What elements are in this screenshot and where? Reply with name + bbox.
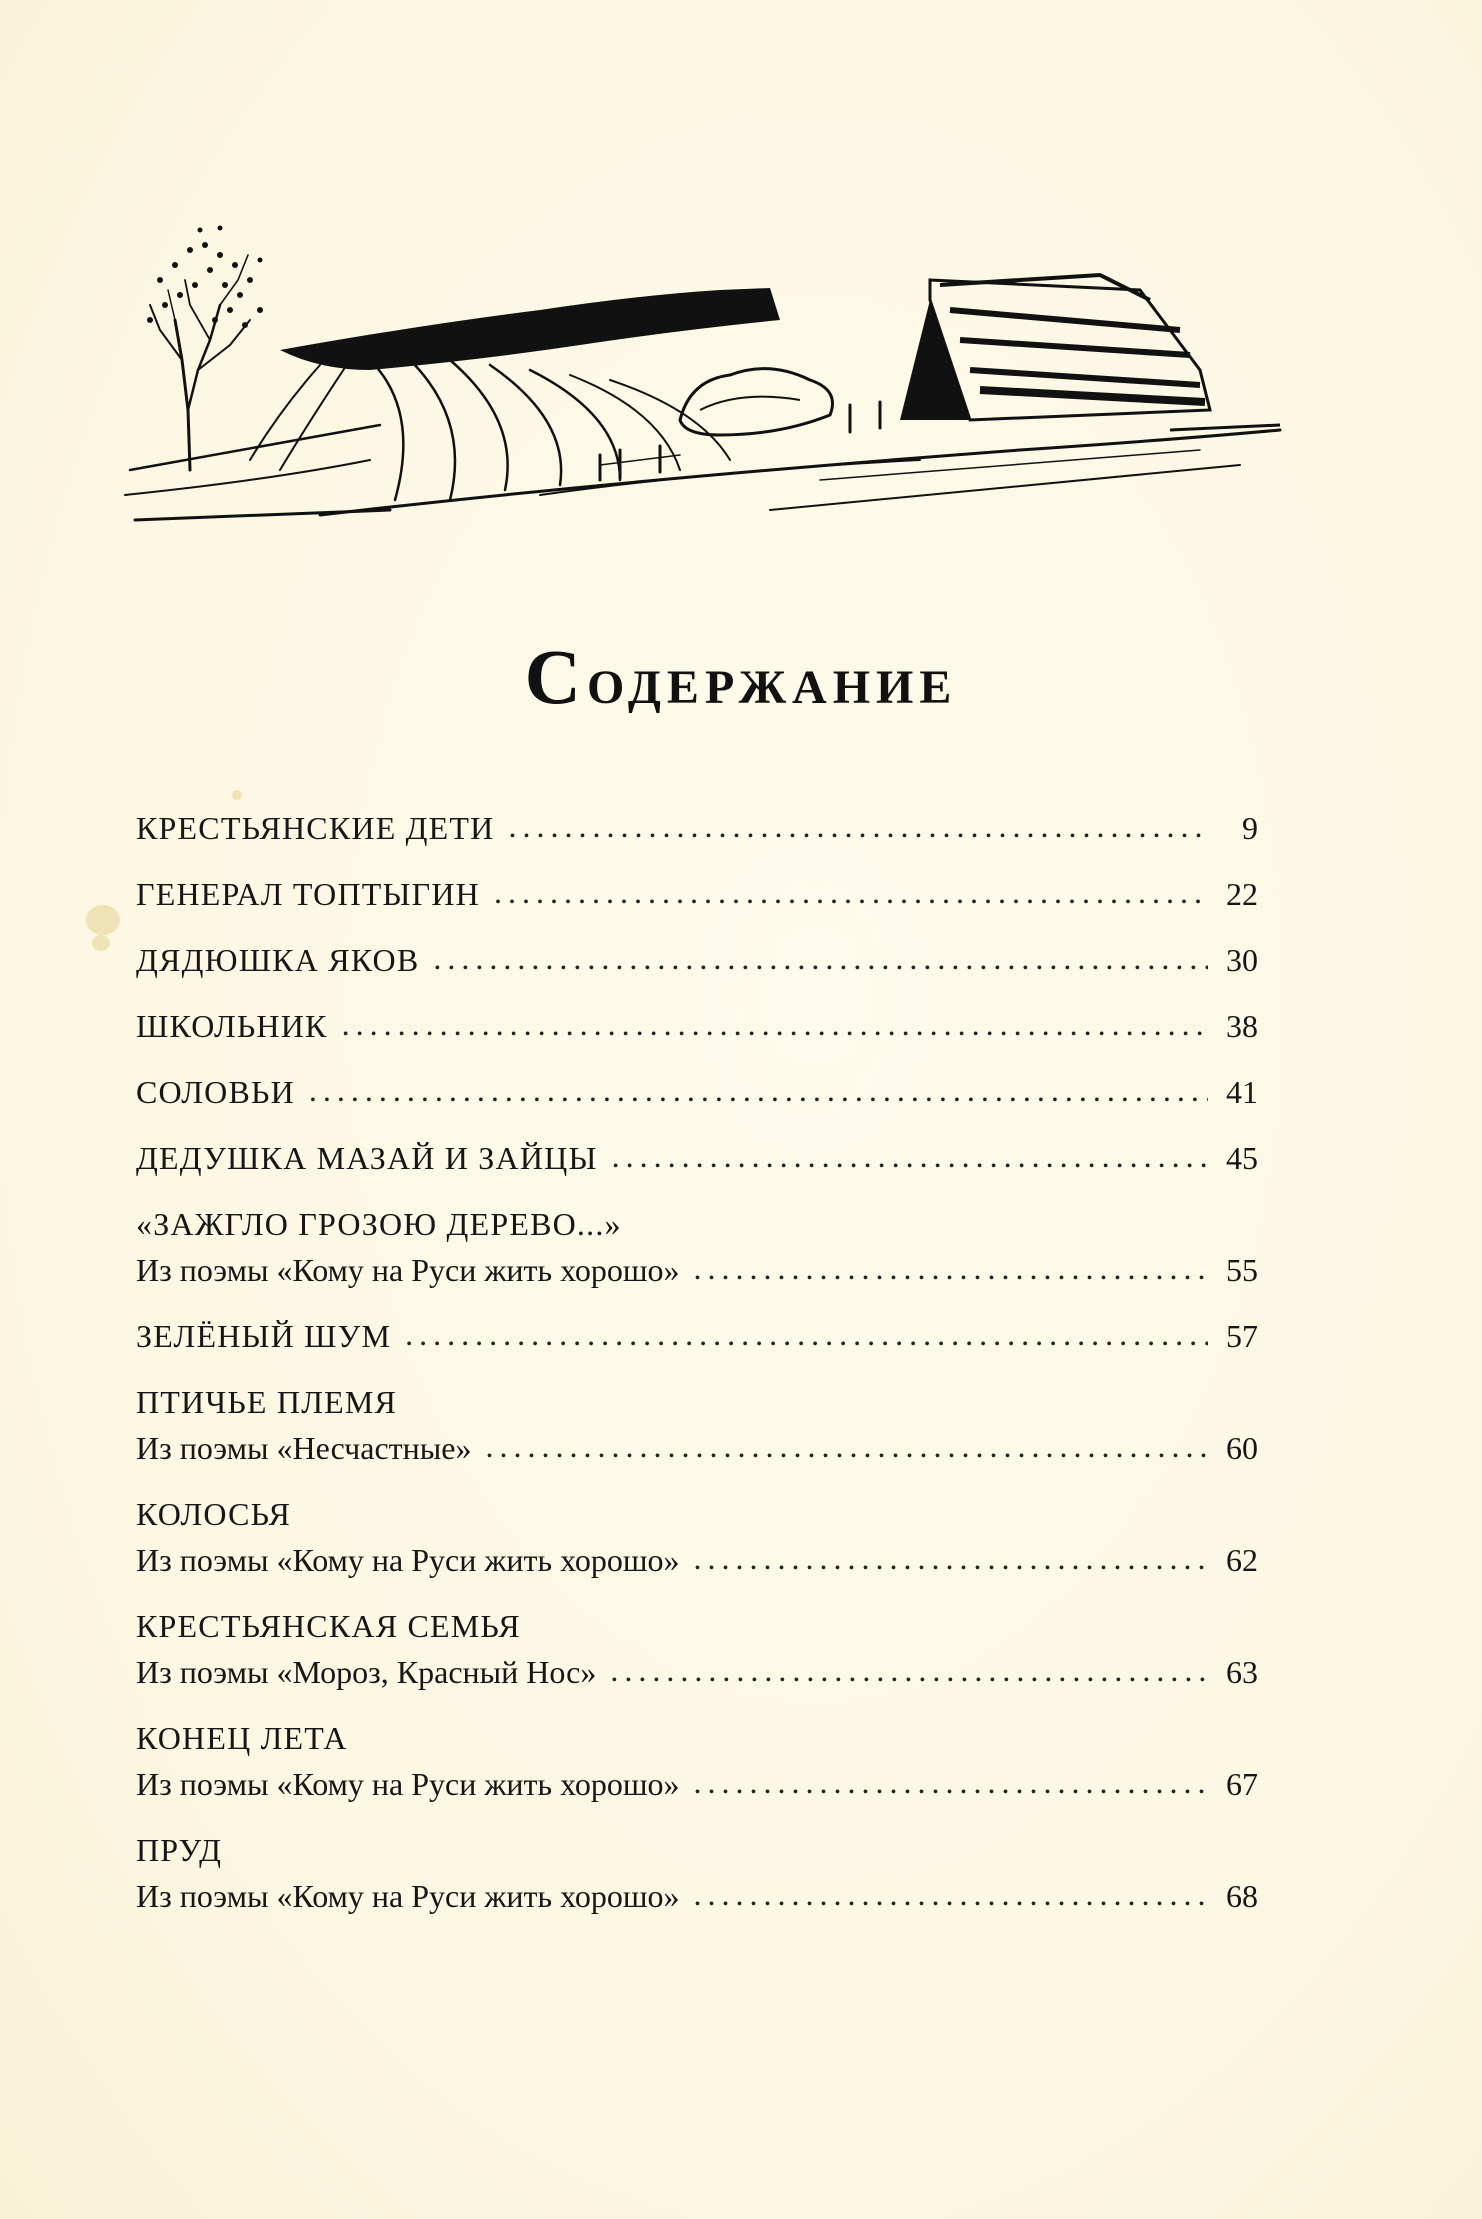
toc-entry-line xyxy=(136,1537,1258,1583)
landscape-illustration xyxy=(120,210,1300,530)
dot-leader xyxy=(405,1311,1208,1357)
dot-leader xyxy=(485,1423,1208,1469)
toc-page-number: 68 xyxy=(1226,1878,1258,1914)
toc-page-number: 38 xyxy=(1226,1008,1258,1044)
dot-leader xyxy=(694,1535,1208,1581)
toc-entry-title: «ЗАЖГЛО ГРОЗОЮ ДЕРЕВО...» xyxy=(136,1206,622,1242)
toc-entry-title: ПТИЧЬЕ ПЛЕМЯ xyxy=(136,1384,398,1420)
toc-entry-line xyxy=(136,1247,1258,1293)
toc-entry-subtitle: Из поэмы «Кому на Руси жить хорошо» xyxy=(136,1766,680,1802)
toc-entry-title: ДЕДУШКА МАЗАЙ И ЗАЙЦЫ xyxy=(136,1140,598,1176)
toc-entry[interactable] xyxy=(136,805,1258,851)
toc-entry[interactable] xyxy=(136,1379,1258,1471)
toc-page-number: 63 xyxy=(1226,1654,1258,1690)
toc-entry[interactable] xyxy=(136,871,1258,917)
toc-page-number: 55 xyxy=(1226,1252,1258,1288)
toc-entry[interactable] xyxy=(136,1003,1258,1049)
toc-entry-title: ДЯДЮШКА ЯКОВ xyxy=(136,942,420,978)
page-title xyxy=(0,632,1482,722)
toc-page-number: 41 xyxy=(1226,1074,1258,1110)
toc-entry-subtitle: Из поэмы «Кому на Руси жить хорошо» xyxy=(136,1878,680,1914)
dot-leader xyxy=(342,1001,1208,1047)
toc-entry-title: КРЕСТЬЯНСКИЕ ДЕТИ xyxy=(136,810,495,846)
toc-entry-title: ПРУД xyxy=(136,1832,223,1868)
toc-entry-title: ШКОЛЬНИК xyxy=(136,1008,328,1044)
dot-leader xyxy=(694,1759,1208,1805)
paper-stain xyxy=(232,790,242,800)
toc-entry[interactable] xyxy=(136,1603,1258,1695)
dot-leader xyxy=(694,1871,1208,1917)
toc-entry[interactable] xyxy=(136,1201,1258,1293)
dot-leader xyxy=(494,869,1208,915)
toc-entry[interactable] xyxy=(136,937,1258,983)
dot-leader xyxy=(694,1245,1208,1291)
toc-entry-line xyxy=(136,1761,1258,1807)
paper-stain xyxy=(86,905,120,935)
toc-entry-line xyxy=(136,937,1258,983)
toc-entry-title: КРЕСТЬЯНСКАЯ СЕМЬЯ xyxy=(136,1608,521,1644)
toc-page-number: 22 xyxy=(1226,876,1258,912)
toc-entry-title: ГЕНЕРАЛ ТОПТЫГИН xyxy=(136,876,480,912)
title-initial: С xyxy=(524,633,587,720)
title-rest: одержание xyxy=(586,642,958,718)
dot-leader xyxy=(610,1647,1208,1693)
toc-entry-subtitle: Из поэмы «Несчастные» xyxy=(136,1430,472,1466)
dot-leader xyxy=(309,1067,1208,1113)
dot-leader xyxy=(612,1133,1208,1179)
toc-entry[interactable] xyxy=(136,1313,1258,1359)
toc-page-number: 62 xyxy=(1226,1542,1258,1578)
toc-entry-title: КОЛОСЬЯ xyxy=(136,1496,292,1532)
toc-entry-line xyxy=(136,871,1258,917)
table-of-contents xyxy=(136,805,1258,1939)
toc-entry-title: ЗЕЛЁНЫЙ ШУМ xyxy=(136,1318,392,1354)
toc-page-number: 9 xyxy=(1242,810,1258,846)
toc-entry[interactable] xyxy=(136,1827,1258,1919)
toc-entry-line xyxy=(136,1003,1258,1049)
toc-page-number: 57 xyxy=(1226,1318,1258,1354)
toc-entry[interactable] xyxy=(136,1069,1258,1115)
toc-entry[interactable] xyxy=(136,1491,1258,1583)
toc-entry[interactable] xyxy=(136,1715,1258,1807)
toc-entry-title: КОНЕЦ ЛЕТА xyxy=(136,1720,348,1756)
toc-entry-line xyxy=(136,1873,1258,1919)
toc-entry-line xyxy=(136,1313,1258,1359)
toc-entry-subtitle: Из поэмы «Мороз, Красный Нос» xyxy=(136,1654,597,1690)
dot-leader xyxy=(508,803,1208,849)
toc-page-number: 45 xyxy=(1226,1140,1258,1176)
toc-page-number: 30 xyxy=(1226,942,1258,978)
paper-stain xyxy=(92,935,110,951)
toc-entry-line xyxy=(136,1649,1258,1695)
toc-page-number: 67 xyxy=(1226,1766,1258,1802)
toc-entry[interactable] xyxy=(136,1135,1258,1181)
toc-entry-line xyxy=(136,1069,1258,1115)
dot-leader xyxy=(433,935,1208,981)
toc-entry-line xyxy=(136,805,1258,851)
toc-entry-subtitle: Из поэмы «Кому на Руси жить хорошо» xyxy=(136,1252,680,1288)
toc-page-number: 60 xyxy=(1226,1430,1258,1466)
toc-entry-title: СОЛОВЬИ xyxy=(136,1074,295,1110)
toc-entry-line xyxy=(136,1135,1258,1181)
toc-entry-line xyxy=(136,1425,1258,1471)
toc-entry-subtitle: Из поэмы «Кому на Руси жить хорошо» xyxy=(136,1542,680,1578)
